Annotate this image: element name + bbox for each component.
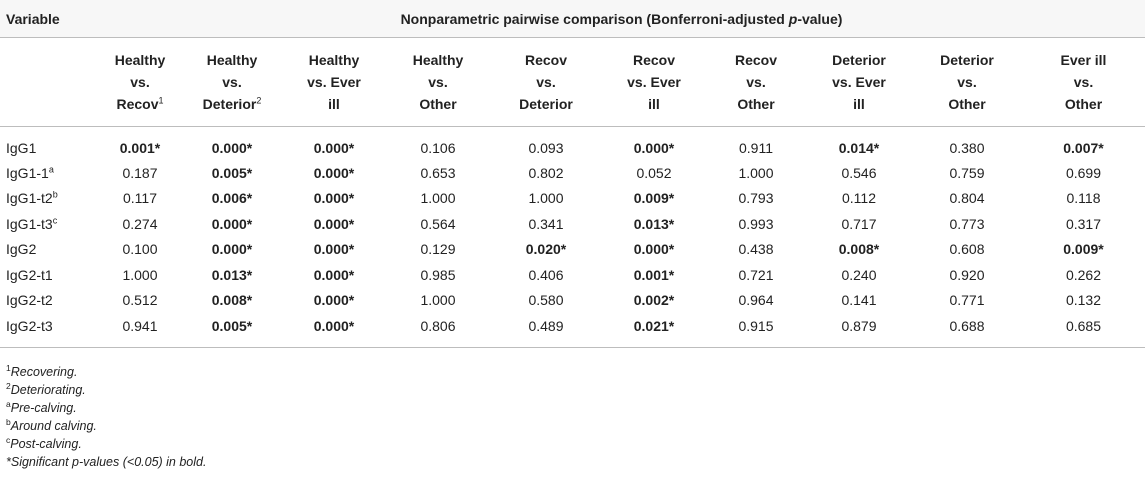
p-value-cell: 0.406 [528,266,564,283]
table-body [0,127,1145,347]
column-header [182,38,282,127]
p-value-cell: 0.000* [313,139,355,156]
p-value-cell: 0.512 [122,292,158,309]
p-value-cell: 0.911 [739,139,773,156]
blank-header-cell [0,38,98,127]
p-value-cell: 0.021* [633,317,675,334]
column-header-line: vs. [957,74,977,90]
column-header-line: Other [948,96,986,112]
p-value-cell: 0.802 [528,164,564,181]
p-value-cell: 0.000* [313,317,355,334]
footnote-text: *Significant p-values (<0.05) in bold. [6,455,207,469]
p-value-cell: 1.000 [420,292,456,309]
row-variable-cell [0,288,98,314]
column-header-line: Recov [116,96,159,112]
p-value-cell: 0.793 [738,190,774,207]
column-header-line: vs. [536,74,556,90]
span-title-post: -value) [797,10,843,27]
p-value-cell: 0.000* [211,215,253,232]
row-variable-cell [0,211,98,237]
row-footnote-mark: a [48,164,54,175]
column-header-line: Healthy [114,52,166,68]
p-value-cell: 0.118 [1066,190,1101,207]
p-value-cell: 0.274 [122,215,158,232]
p-value-cell: 0.941 [122,317,158,334]
table-row [0,313,1145,347]
p-value-cell: 0.100 [122,241,158,258]
column-header-line: ill [853,96,865,112]
column-header [912,38,1022,127]
row-variable-name: IgG1-t2 [6,190,53,207]
p-value-cell: 0.000* [313,215,355,232]
p-value-cell: 0.000* [633,241,675,258]
column-header [282,38,386,127]
row-variable-name: IgG2 [6,241,37,258]
p-value-cell: 0.915 [738,317,774,334]
column-header [98,38,182,127]
footnote-mark: 1 [6,362,11,373]
row-variable-name: IgG1-1 [6,164,49,181]
p-value-cell: 0.771 [949,292,985,309]
row-variable-cell [0,160,98,186]
footnote-line [6,435,206,453]
p-value-cell: 0.052 [636,164,672,181]
p-value-cell: 0.002* [633,292,675,309]
p-value-cell: 0.317 [1065,215,1102,232]
p-value-cell: 0.000* [211,139,253,156]
p-value-cell: 0.920 [949,266,985,283]
column-header-line: Recov [734,52,778,68]
table-row [0,288,1145,314]
p-value-cell: 0.005* [211,317,253,334]
column-header-line: Recov [524,52,568,68]
column-header-line: Deterior [940,52,994,68]
table-row [0,186,1145,212]
footnote-text: Pre-calving. [10,401,77,415]
column-header [386,38,490,127]
p-value-cell: 0.117 [123,190,157,207]
table-footnotes [6,363,206,471]
variable-header: Variable [6,10,60,27]
column-header-line: vs. [1073,74,1094,90]
span-title-italic: p [788,10,798,27]
p-value-cell: 0.112 [842,190,876,207]
p-value-cell: 0.001* [633,266,675,283]
p-value-cell: 0.005* [211,164,253,181]
p-value-cell: 0.341 [528,215,564,232]
p-value-cell: 0.008* [211,292,253,309]
comparison-span-header [98,0,1145,38]
p-value-cell: 0.000* [313,266,355,283]
column-header-line: Other [1064,96,1103,112]
footnote-mark: a [6,398,11,409]
p-value-cell: 0.141 [841,292,877,309]
p-value-cell: 0.007* [1063,139,1104,156]
p-value-cell: 0.001* [119,139,161,156]
row-footnote-mark: c [52,215,58,226]
p-value-cell: 0.806 [420,317,456,334]
p-value-cell: 0.717 [841,215,877,232]
row-variable-name: IgG2-t3 [6,317,53,334]
p-value-cell: 0.964 [738,292,774,309]
p-value-cell: 0.006* [211,190,253,207]
p-value-cell: 0.000* [313,241,355,258]
p-value-cell: 0.093 [528,139,564,156]
p-value-cell: 0.000* [313,190,355,207]
footnote-line [6,453,206,471]
row-variable-cell [0,186,98,212]
row-footnote-mark: b [52,189,58,200]
column-header-line: vs. [222,74,242,90]
row-variable-cell [0,262,98,288]
p-value-cell: 0.608 [949,241,985,258]
footnote-mark: c [6,434,11,445]
footnote-text: Post-calving. [10,437,82,451]
p-value-cell: 0.009* [1063,241,1104,258]
p-value-cell: 0.438 [738,241,774,258]
column-header-line: Other [419,96,457,112]
column-header [602,38,706,127]
p-value-cell: 0.009* [633,190,675,207]
footnote-line [6,363,206,381]
p-value-cell: 0.000* [633,139,675,156]
table-row [0,211,1145,237]
row-variable-name: IgG2-t1 [6,266,53,283]
row-variable-name: IgG1 [6,139,37,156]
p-value-cell: 0.653 [420,164,456,181]
row-variable-name: IgG1-t3 [6,215,53,232]
header-row-top [0,0,1145,38]
p-value-cell: 0.546 [841,164,877,181]
p-value-cell: 0.773 [949,215,985,232]
p-value-cell: 0.000* [211,241,253,258]
p-value-cell: 1.000 [122,266,158,283]
p-value-cell: 0.685 [1065,317,1102,334]
column-header-line: Healthy [308,52,360,68]
p-value-cell: 0.008* [838,241,880,258]
table-row [0,237,1145,263]
p-value-cell: 0.380 [949,139,985,156]
p-value-cell: 0.564 [420,215,456,232]
column-header-line: Healthy [412,52,464,68]
p-value-cell: 0.721 [738,266,774,283]
p-value-cell: 0.020* [525,241,567,258]
footnote-text: Recovering. [10,365,78,379]
p-value-cell: 1.000 [528,190,564,207]
column-header-line: Recov [632,52,676,68]
row-variable-cell [0,237,98,263]
column-header-line: Deterior [832,52,886,68]
p-value-cell: 0.804 [949,190,985,207]
column-header-line: Healthy [206,52,258,68]
p-value-cell: 0.993 [738,215,774,232]
p-value-cell: 1.000 [420,190,456,207]
row-variable-cell [0,127,98,161]
table-bottom-rule [0,347,1145,348]
footnote-mark: b [6,416,11,427]
column-header [806,38,912,127]
p-value-cell: 0.187 [122,164,158,181]
p-value-cell: 0.132 [1065,292,1102,309]
footnote-line [6,417,206,435]
column-header [1022,38,1145,127]
p-value-cell: 0.489 [528,317,564,334]
footnote-text: Deteriorating. [10,383,86,397]
p-value-cell: 0.000* [313,292,355,309]
p-value-cell: 0.106 [420,139,456,156]
table-row [0,262,1145,288]
footnote-line [6,399,206,417]
column-header-line: vs. Ever [832,74,886,90]
column-header-line: ill [648,96,660,112]
p-value-cell: 0.013* [211,266,253,283]
column-header-line: vs. [746,74,766,90]
p-value-cell: 0.129 [420,241,456,258]
p-value-cell: 0.240 [841,266,877,283]
column-header [490,38,602,127]
p-value-cell: 0.580 [528,292,564,309]
p-value-cell: 0.000* [313,164,355,181]
table-row [0,160,1145,186]
p-value-cell: 0.688 [949,317,985,334]
column-header-line: Deterior [202,96,257,112]
p-value-cell: 0.014* [838,139,880,156]
header-row-columns [0,38,1145,127]
p-value-cell: 0.879 [841,317,877,334]
p-value-cell: 0.985 [420,266,456,283]
row-variable-name: IgG2-t2 [6,292,53,309]
column-header-footnote-mark: 2 [256,95,262,106]
p-value-cell: 0.759 [949,164,985,181]
column-header-line: Other [737,96,775,112]
p-value-cell: 0.262 [1065,266,1102,283]
column-header-line: vs. [130,74,150,90]
footnote-text: Around calving. [10,419,97,433]
p-value-cell: 0.699 [1065,164,1102,181]
column-header-line: Deterior [519,96,573,112]
column-header-line: vs. Ever [307,74,361,90]
p-value-cell: 1.000 [738,164,774,181]
row-variable-cell [0,313,98,347]
table-row [0,127,1145,161]
column-header-line: Ever ill [1060,52,1107,68]
footnote-line [6,381,206,399]
span-title-pre: Nonparametric pairwise comparison (Bonferroni-adjusted [400,10,789,27]
footnote-mark: 2 [6,380,11,391]
column-header-line: vs. [428,74,448,90]
column-header-footnote-mark: 1 [158,95,164,106]
column-header [706,38,806,127]
column-header-line: vs. Ever [627,74,681,90]
column-header-line: ill [328,96,340,112]
p-value-cell: 0.013* [633,215,675,232]
